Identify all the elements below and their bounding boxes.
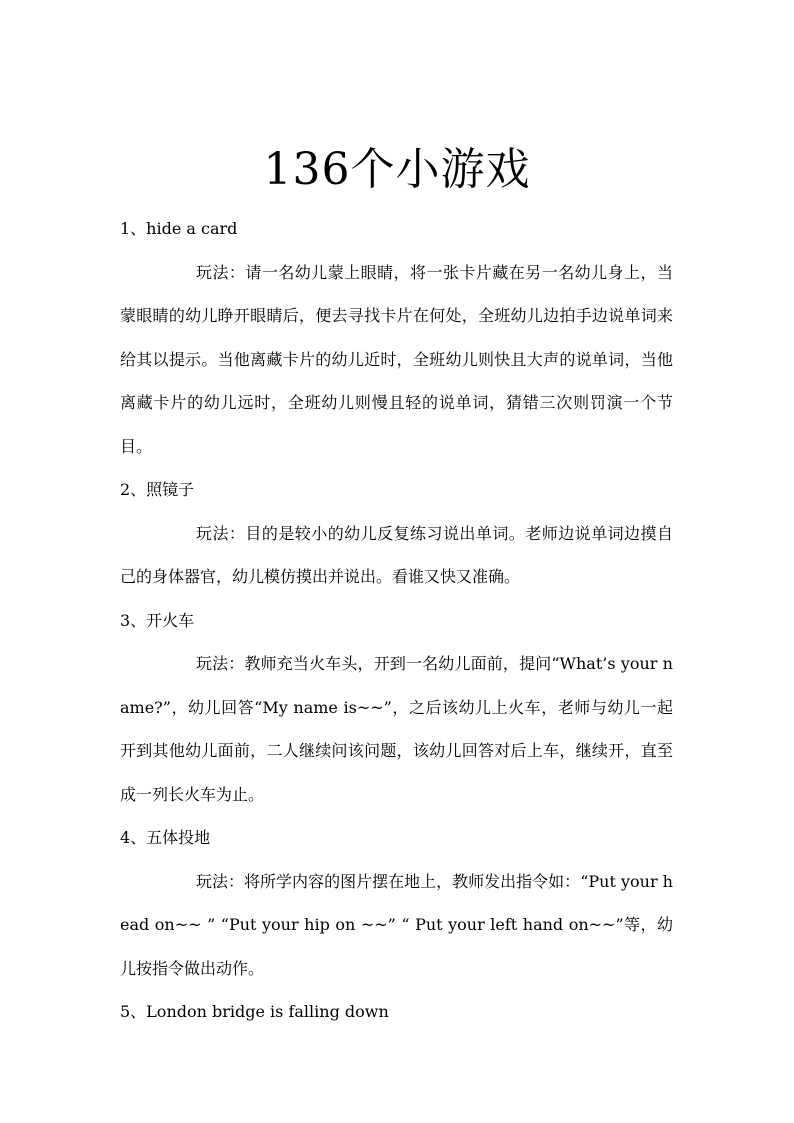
section-1: [120, 207, 673, 468]
document-title: 136个小游戏: [263, 144, 531, 195]
section-paragraph: 玩法：教师充当火车头，开到一名幼儿面前，提问“What’s your name?”，幼儿回答“My name is~~”，之后该幼儿上火车，老师与幼儿一起开到其他幼儿面前，二人继续问该问题，该幼儿回答对后上车，继续开，直至成一列长火车为止。: [120, 654, 673, 804]
section-heading: 3、开火车: [120, 610, 195, 630]
section-4: [120, 816, 673, 990]
section-5: [120, 990, 673, 1034]
section-heading: 1、hide a card: [120, 219, 238, 238]
document-body: [120, 207, 673, 1034]
section-heading: 4、五体投地: [120, 828, 211, 847]
section-paragraph: 玩法：将所学内容的图片摆在地上，教师发出指令如：“Put your head on~~ ” “Put your hip on ~~” “ Put your left hand on~~”等，幼儿按指令做出动作。: [120, 871, 673, 978]
section-2: [120, 468, 673, 599]
section-paragraph: 玩法：请一名幼儿蒙上眼睛，将一张卡片藏在另一名幼儿身上，当蒙眼睛的幼儿睁开眼睛后，便去寻找卡片在何处，全班幼儿边拍手边说单词来给其以提示。当他离藏卡片的幼儿近时，全班幼儿则快且大声的说单词，当他离藏卡片的幼儿远时，全班幼儿则慢且轻的说单词，猜错三次则罚演一个节目。: [120, 262, 673, 456]
section-heading: 2、照镜子: [120, 480, 195, 499]
section-paragraph: 玩法：目的是较小的幼儿反复练习说出单词。老师边说单词边摸自己的身体器官，幼儿模仿摸出并说出。看谁又快又准确。: [120, 523, 673, 586]
section-heading: 5、London bridge is falling down: [120, 1002, 389, 1021]
section-3: [120, 599, 673, 817]
